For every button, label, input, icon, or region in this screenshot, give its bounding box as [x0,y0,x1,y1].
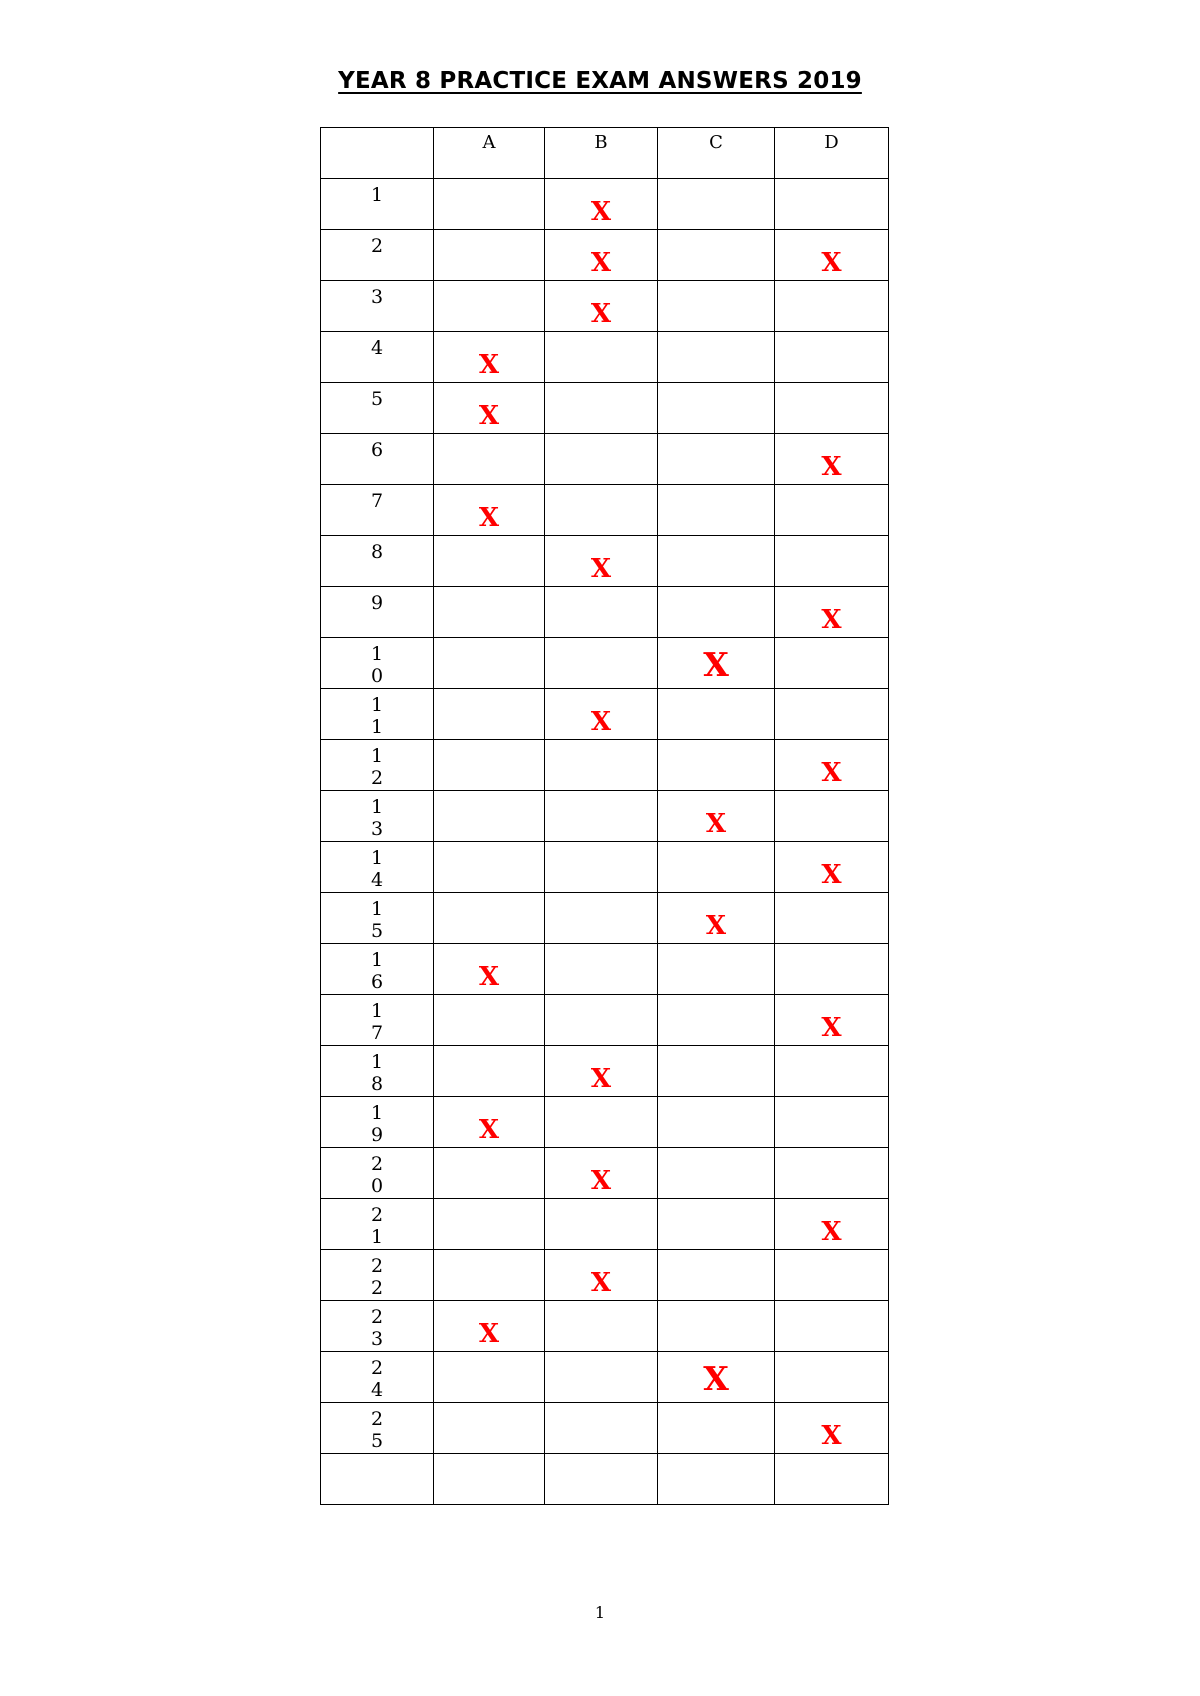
question-number-overflow [321,818,433,840]
question-number-overflow [321,869,433,891]
question-number: 3 [370,286,384,308]
question-number: 1 [370,898,384,920]
answer-cell-b [545,383,658,434]
answer-cell-a [434,740,545,791]
answer-cell-b [545,638,658,689]
question-number-overflow-digit: 3 [370,818,384,840]
question-number-cell [321,179,434,230]
question-number-overflow-digit: 1 [370,716,384,738]
answer-cell-c [658,893,775,944]
question-number-overflow-digit: 5 [370,920,384,942]
answer-cell-d [775,1148,889,1199]
answer-cell-a [434,893,545,944]
answer-cell-a [434,536,545,587]
question-number-overflow-digit: 3 [370,1328,384,1350]
table-row [321,791,889,842]
question-number: 1 [370,643,384,665]
page-number: 1 [594,1603,606,1622]
answer-cell-c [658,1046,775,1097]
answer-cell-b [545,1301,658,1352]
answer-mark: X [478,962,500,992]
answer-table [320,127,889,1505]
header-label-b: B [594,132,608,153]
answer-cell-a [434,1199,545,1250]
header-cell-c [658,128,775,179]
answer-cell-c [658,1454,775,1505]
question-number-overflow [321,1226,433,1248]
question-number: 1 [370,1051,384,1073]
answer-cell-b [545,1250,658,1301]
answer-mark: X [705,809,727,839]
answer-mark: X [590,1268,612,1298]
question-number-overflow-digit: 0 [370,1175,384,1197]
answer-cell-d [775,1454,889,1505]
answer-cell-d [775,893,889,944]
answer-cell-a [434,689,545,740]
question-number-overflow [321,1073,433,1095]
answer-cell-c [658,791,775,842]
answer-mark: X [821,1013,842,1043]
question-number-overflow-digit: 2 [370,767,384,789]
question-number-overflow [321,1022,433,1044]
question-number: 2 [370,1357,384,1379]
page-title: YEAR 8 PRACTICE EXAM ANSWERS 2019 [338,68,862,94]
table-row [321,434,889,485]
table-row [321,179,889,230]
answer-cell-d [775,740,889,791]
question-number-cell [321,638,434,689]
answer-cell-b [545,944,658,995]
table-row [321,689,889,740]
answer-cell-b [545,536,658,587]
question-number-overflow-digit: 4 [370,869,384,891]
question-number: 4 [370,337,384,359]
answer-cell-d [775,1046,889,1097]
answer-mark: X [703,1359,729,1398]
answer-cell-d [775,1199,889,1250]
question-number-overflow-digit: 1 [370,1226,384,1248]
answer-cell-a [434,995,545,1046]
answer-cell-c [658,332,775,383]
header-cell-a [434,128,545,179]
table-row [321,842,889,893]
answer-cell-b [545,740,658,791]
answer-cell-a [434,1403,545,1454]
answer-cell-a [434,1250,545,1301]
answer-cell-c [658,179,775,230]
question-number-overflow-digit: 2 [370,1277,384,1299]
question-number: 2 [370,1204,384,1226]
table-row [321,1250,889,1301]
answer-cell-b [545,893,658,944]
answer-mark: X [478,350,500,380]
answer-cell-c [658,740,775,791]
table-row [321,485,889,536]
question-number-cell [321,434,434,485]
question-number-overflow-digit: 4 [370,1379,384,1401]
question-number-overflow [321,716,433,738]
answer-mark: X [705,911,727,941]
answer-cell-d [775,587,889,638]
answer-cell-d [775,638,889,689]
question-number: 1 [370,847,384,869]
question-number-overflow [321,1379,433,1401]
question-number: 9 [370,592,384,614]
answer-cell-c [658,1352,775,1403]
question-number-cell [321,1046,434,1097]
answer-cell-a [434,332,545,383]
question-number-overflow [321,1175,433,1197]
answer-cell-a [434,1046,545,1097]
header-label-a: A [482,132,496,153]
answer-mark: X [821,758,842,788]
answer-cell-b [545,689,658,740]
table-row [321,332,889,383]
table-row [321,281,889,332]
answer-cell-a [434,587,545,638]
answer-cell-c [658,1403,775,1454]
answer-cell-d [775,179,889,230]
answer-mark: X [590,707,612,737]
answer-mark: X [590,197,612,227]
question-number-cell [321,230,434,281]
table-row [321,1454,889,1505]
answer-cell-d [775,1250,889,1301]
question-number-cell [321,1352,434,1403]
table-row [321,383,889,434]
question-number-overflow-digit: 9 [370,1124,384,1146]
question-number-cell [321,383,434,434]
question-number-overflow-digit: 8 [370,1073,384,1095]
answer-cell-c [658,638,775,689]
header-label-c: C [709,132,723,153]
question-number: 1 [370,184,384,206]
answer-cell-a [434,1352,545,1403]
question-number-cell [321,893,434,944]
table-row [321,995,889,1046]
answer-cell-b [545,434,658,485]
answer-cell-a [434,1097,545,1148]
question-number-overflow [321,767,433,789]
table-row [321,740,889,791]
answer-mark: X [478,401,500,431]
answer-cell-c [658,995,775,1046]
question-number-overflow-digit: 6 [370,971,384,993]
table-row [321,587,889,638]
question-number-cell [321,740,434,791]
question-number: 1 [370,745,384,767]
table-row [321,1403,889,1454]
question-number-overflow-digit: 0 [370,665,384,687]
answer-cell-b [545,332,658,383]
answer-cell-a [434,434,545,485]
question-number-cell [321,1199,434,1250]
question-number-cell [321,281,434,332]
answer-cell-b [545,179,658,230]
answer-cell-d [775,1352,889,1403]
answer-cell-a [434,230,545,281]
answer-cell-d [775,1301,889,1352]
answer-mark: X [821,1217,842,1247]
answer-mark: X [590,1064,612,1094]
question-number: 1 [370,1102,384,1124]
answer-cell-d [775,281,889,332]
question-number-overflow [321,971,433,993]
question-number: 2 [370,235,384,257]
answer-cell-c [658,1199,775,1250]
header-cell-d [775,128,889,179]
answer-cell-b [545,1403,658,1454]
answer-cell-b [545,1352,658,1403]
header-cell-blank [321,128,434,179]
table-row [321,1352,889,1403]
question-number-overflow [321,920,433,942]
answer-cell-c [658,383,775,434]
question-number: 7 [370,490,384,512]
answer-cell-d [775,536,889,587]
answer-mark: X [478,503,500,533]
answer-cell-c [658,536,775,587]
answer-mark: X [821,452,842,482]
answer-cell-a [434,842,545,893]
question-number-overflow-digit: 7 [370,1022,384,1044]
answer-cell-b [545,1454,658,1505]
answer-cell-b [545,281,658,332]
question-number: 2 [370,1255,384,1277]
answer-mark: X [821,860,842,890]
answer-mark: X [821,605,842,635]
answer-cell-b [545,1046,658,1097]
answer-cell-b [545,791,658,842]
question-number: 2 [370,1153,384,1175]
answer-cell-b [545,1148,658,1199]
answer-cell-c [658,434,775,485]
question-number: 1 [370,1000,384,1022]
answer-cell-d [775,842,889,893]
question-number-cell [321,1403,434,1454]
answer-cell-b [545,1199,658,1250]
answer-cell-a [434,485,545,536]
question-number: 6 [370,439,384,461]
answer-cell-a [434,944,545,995]
answer-cell-c [658,230,775,281]
answer-table-header-row [321,128,889,179]
table-row [321,1046,889,1097]
question-number-cell [321,1148,434,1199]
answer-cell-c [658,842,775,893]
question-number-cell [321,332,434,383]
answer-cell-a [434,638,545,689]
answer-cell-c [658,281,775,332]
answer-cell-d [775,791,889,842]
table-row [321,1199,889,1250]
answer-cell-d [775,332,889,383]
answer-cell-c [658,485,775,536]
question-number-cell [321,995,434,1046]
question-number-cell [321,1301,434,1352]
question-number-overflow [321,665,433,687]
answer-cell-a [434,281,545,332]
question-number: 1 [370,796,384,818]
table-row [321,1148,889,1199]
question-number-cell [321,1250,434,1301]
answer-cell-b [545,995,658,1046]
answer-cell-d [775,230,889,281]
answer-mark: X [478,1319,500,1349]
table-row [321,1301,889,1352]
question-number-cell [321,1097,434,1148]
answer-cell-a [434,1148,545,1199]
answer-cell-c [658,944,775,995]
question-number-cell [321,944,434,995]
question-number-cell [321,536,434,587]
answer-cell-d [775,1403,889,1454]
question-number-cell [321,587,434,638]
answer-cell-a [434,179,545,230]
answer-cell-d [775,1097,889,1148]
answer-mark: X [590,554,612,584]
answer-table-body [321,179,889,1505]
answer-cell-c [658,1148,775,1199]
answer-cell-b [545,842,658,893]
answer-mark: X [703,645,729,684]
answer-mark: X [590,1166,612,1196]
question-number-overflow [321,1277,433,1299]
question-number-overflow [321,1430,433,1452]
question-number-cell [321,791,434,842]
table-row [321,893,889,944]
answer-mark: X [821,1421,842,1451]
answer-mark: X [590,299,612,329]
answer-cell-b [545,230,658,281]
answer-cell-d [775,995,889,1046]
answer-cell-d [775,485,889,536]
answer-cell-c [658,1250,775,1301]
table-row [321,638,889,689]
answer-cell-a [434,1454,545,1505]
answer-cell-d [775,689,889,740]
answer-cell-d [775,944,889,995]
answer-cell-d [775,434,889,485]
answer-cell-b [545,1097,658,1148]
answer-cell-b [545,485,658,536]
question-number-overflow [321,1124,433,1146]
answer-cell-c [658,689,775,740]
table-row [321,944,889,995]
question-number: 2 [370,1408,384,1430]
answer-cell-a [434,791,545,842]
answer-cell-d [775,383,889,434]
answer-mark: X [821,248,842,278]
header-cell-b [545,128,658,179]
question-number: 1 [370,949,384,971]
answer-mark: X [478,1115,500,1145]
question-number-cell [321,689,434,740]
answer-cell-a [434,383,545,434]
question-number: 2 [370,1306,384,1328]
question-number-overflow [321,1328,433,1350]
question-number-cell [321,842,434,893]
answer-mark: X [590,248,612,278]
table-row [321,536,889,587]
answer-cell-b [545,587,658,638]
table-row [321,230,889,281]
header-label-d: D [824,132,839,153]
answer-cell-c [658,1097,775,1148]
answer-cell-c [658,1301,775,1352]
question-number-cell [321,1454,434,1505]
table-row [321,1097,889,1148]
question-number: 5 [370,388,384,410]
answer-cell-c [658,587,775,638]
question-number-cell [321,485,434,536]
question-number: 1 [370,694,384,716]
answer-cell-a [434,1301,545,1352]
question-number: 8 [370,541,384,563]
question-number-overflow-digit: 5 [370,1430,384,1452]
